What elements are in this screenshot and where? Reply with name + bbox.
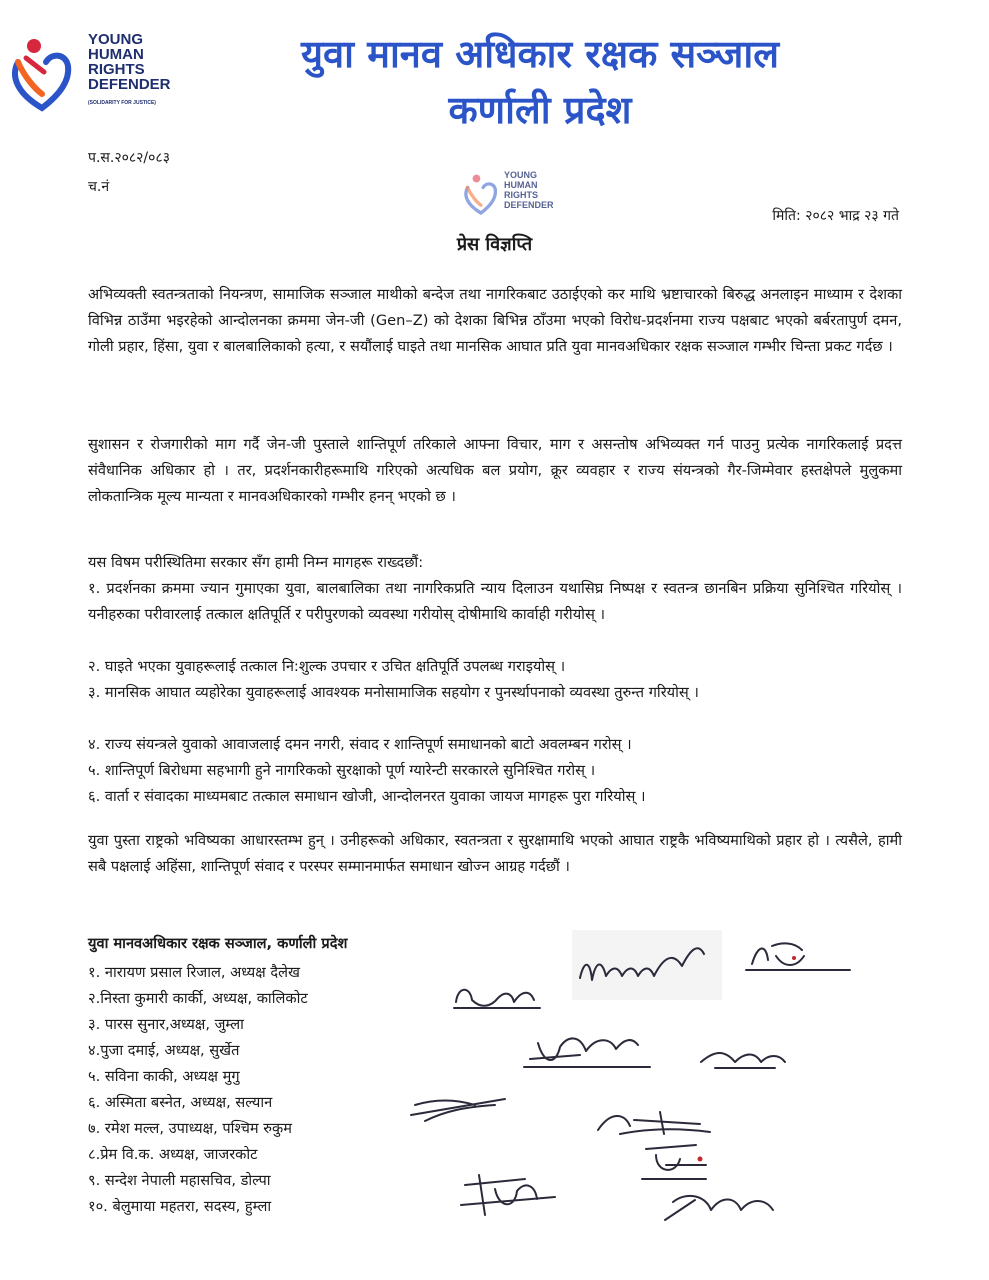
- signatory-item: ८.प्रेम वि.क. अध्यक्ष, जाजरकोट: [88, 1146, 258, 1163]
- logo-word-rights: RIGHTS: [504, 190, 539, 200]
- logo-word-human: HUMAN: [88, 46, 144, 63]
- signatory-item: १०. बेलुमाया महतरा, सदस्य, हुम्ला: [88, 1198, 272, 1215]
- signature-image: [655, 1180, 795, 1230]
- logo-word-defender: DEFENDER: [504, 200, 554, 210]
- organization-province: कर्णाली प्रदेश: [448, 88, 632, 132]
- signatory-item: ६. अस्मिता बस्नेत, अध्यक्ष, सल्यान: [88, 1094, 273, 1111]
- heart-figure-icon: [462, 168, 502, 218]
- demand-item-3: ३. मानसिक आघात व्यहोरेका युवाहरूलाई आवश्यक मनोसामाजिक सहयोग र पुनर्स्थापनाको व्यवस्था तुरुन्त गरियोस् ।: [88, 684, 699, 701]
- press-release-title: प्रेस विज्ञप्ति: [456, 234, 533, 255]
- organization-title: युवा मानव अधिकार रक्षक सञ्जाल: [301, 32, 779, 76]
- logo-word-defender: DEFENDER: [88, 76, 171, 93]
- signature-image: [520, 1025, 660, 1075]
- signatory-item: ४.पुजा दमाई, अध्यक्ष, सुर्खेत: [88, 1042, 240, 1059]
- document-date: मिति: २०८२ भाद्र २३ गते: [772, 208, 899, 224]
- signature-image: [405, 1085, 515, 1125]
- demands-intro: यस विषम परीस्थितिमा सरकार सँग हामी निम्न मागहरू राख्दछौं:: [88, 554, 424, 571]
- demand-item-1: १. प्रदर्शनका क्रममा ज्यान गुमाएका युवा, बालबालिका तथा नागरिकप्रति न्याय दिलाउन यथासिघ्र निष्पक्ष र स्वतन्त्र छानबिन प्रक्रिया सुनिश्चित गरियोस् । यनीहरुका परीवारलाई तत्काल क्षतिपूर्ति र परीपुरणको व्यवस्था गरीयोस् दोषीमाथि कार्वाही गरीयोस् ।: [88, 580, 902, 623]
- signatories-heading: युवा मानवअधिकार रक्षक सञ्जाल, कर्णाली प्रदेश: [88, 935, 348, 952]
- logo-word-young: YOUNG: [504, 170, 538, 180]
- demand-item-5: ५. शान्तिपूर्ण बिरोधमा सहभागी हुने नागरिकको सुरक्षाको पूर्ण ग्यारेन्टी सरकारले सुनिश्चित गरोस् ।: [88, 762, 596, 779]
- paragraph-rights: सुशासन र रोजगारीको माग गर्दै जेन-जी पुस्ताले शान्तिपूर्ण तरिकाले आफ्ना विचार, माग र असन्तोष अभिव्यक्त गर्न पाउनु प्रत्येक नागरिकलाई प्रदत्त संवैधानिक अधिकार हो । तर, प्रदर्शनकारीहरूमाथि गरिएको अत्यधिक बल प्रयोग, क्रूर व्यवहार र राज्य संयन्त्रको गैर-जिम्मेवार हस्तक्षेपले मुलुकमा लोकतान्त्रिक मूल्य मान्यता र मानवअधिकारको गम्भीर हनन् भएको छ ।: [88, 436, 902, 505]
- reference-number: प.स.२०८२/०८३: [88, 150, 170, 166]
- organization-logo: [8, 32, 178, 112]
- logo-tagline: (SOLIDARITY FOR JUSTICE): [88, 100, 156, 106]
- signature-image: [742, 934, 854, 976]
- demand-item-4: ४. राज्य संयन्त्रले युवाको आवाजलाई दमन नगरी, संवाद र शान्तिपूर्ण समाधानको बाटो अवलम्बन गरोस् ।: [88, 736, 632, 753]
- demand-item-6: ६. वार्ता र संवादका माध्यमबाट तत्काल समाधान खोजी, आन्दोलनरत युवाका जायज मागहरू पुरा गरियोस् ।: [88, 788, 646, 805]
- logo-word-young: YOUNG: [88, 31, 144, 48]
- logo-word-human: HUMAN: [504, 180, 538, 190]
- watermark-logo: [462, 168, 562, 222]
- demand-item-2: २. घाइते भएका युवाहरूलाई तत्काल नि:शुल्क उपचार र उचित क्षतिपूर्ति उपलब्ध गराइयोस् ।: [88, 658, 566, 675]
- signatory-item: ५. सविना काकी, अध्यक्ष मुगु: [88, 1068, 240, 1085]
- signatory-item: १. नारायण प्रसाल रिजाल, अध्यक्ष दैलेख: [88, 964, 300, 981]
- signatory-item: ३. पारस सुनार,अध्यक्ष, जुम्ला: [88, 1016, 244, 1033]
- logo-wordmark: [88, 32, 171, 92]
- paragraph-closing: युवा पुस्ता राष्ट्रको भविष्यका आधारस्तम्भ हुन् । उनीहरूको अधिकार, स्वतन्त्रता र सुरक्षामाथि भएको आघात राष्ट्रकै भविष्यमाथिको प्रहार हो । त्यसैले, हामी सबै पक्षलाई अहिंसा, शान्तिपूर्ण संवाद र परस्पर सम्मानमार्फत समाधान खोज्न आग्रह गर्दछौं ।: [88, 832, 902, 875]
- signatories-list: [88, 960, 308, 1220]
- signature-image: [695, 1040, 795, 1074]
- signature-image: [572, 930, 722, 1000]
- logo-word-rights: RIGHTS: [88, 61, 145, 78]
- signature-image: [636, 1135, 716, 1183]
- signatory-item: ७. रमेश मल्ल, उपाध्यक्ष, पश्चिम रुकुम: [88, 1120, 292, 1137]
- heart-figure-icon: [8, 32, 80, 112]
- signatory-item: ९. सन्देश नेपाली महासचिव, डोल्पा: [88, 1172, 271, 1189]
- paragraph-intro: अभिव्यक्ती स्वतन्त्रताको नियन्त्रण, सामाजिक सञ्जाल माथीको बन्देज तथा नागरिकबाट उठाईएको कर माथि भ्रष्टाचारको बिरुद्ध अनलाइन माध्याम र देशका विभिन्न ठाउँमा भइरहेको आन्दोलनका क्रममा जेन-जी (Gen–Z) को देशका बिभिन्न ठाँउमा भएको विरोध-प्रदर्शनमा राज्य पक्षबाट भएको बर्बरतापुर्ण दमन, गोली प्रहार, हिंसा, युवा र बालबालिकाको हत्या, र सयौंलाई घाइते तथा मानसिक आघात प्रति युवा मानवअधिकार रक्षक सञ्जाल गम्भीर चिन्ता प्रकट गर्दछ ।: [88, 286, 902, 355]
- signatory-item: २.निस्ता कुमारी कार्की, अध्यक्ष, कालिकोट: [88, 990, 308, 1007]
- watermark-wordmark: [504, 170, 554, 210]
- signature-image: [450, 978, 550, 1014]
- dispatch-number: च.नं: [88, 179, 110, 195]
- signature-image: [455, 1165, 565, 1225]
